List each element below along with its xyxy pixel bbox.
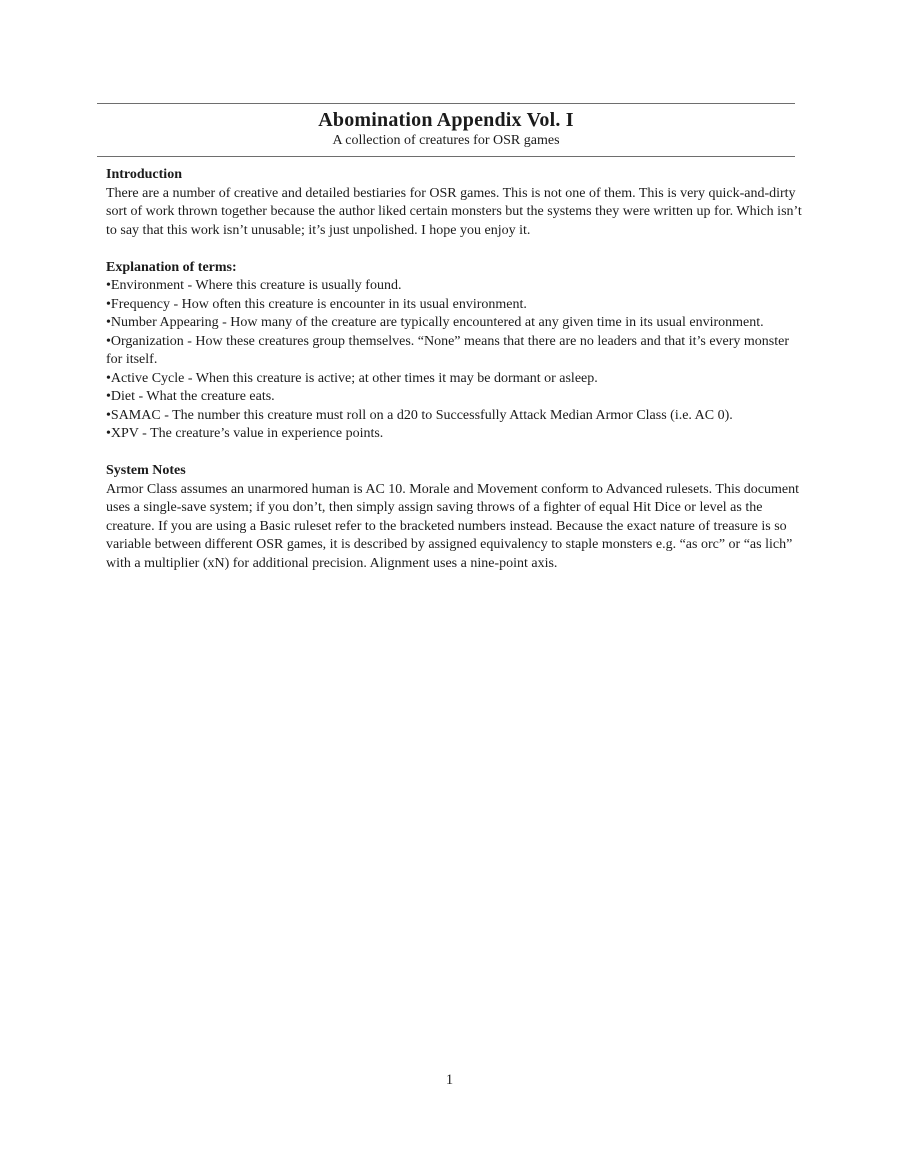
section-system-notes bbox=[106, 462, 806, 573]
section-explanation-of-terms bbox=[106, 259, 806, 444]
terms-list bbox=[106, 277, 806, 444]
system-notes-paragraph: Armor Class assumes an unarmored human is AC 10. Morale and Movement conform to Advanced rulesets. This document uses a single-save system; if you don’t, then simply assign saving throws of a fighter of equal Hit Dice or level as the creature. If you are using a Basic ruleset refer to the bracketed numbers instead. Because the exact nature of treasure is so variable between different OSR games, it is described by assigned equivalency to staple monsters e.g. “as orc” or “as lich” with a multiplier (xN) for additional precision. Alignment uses a nine-point axis. bbox=[106, 481, 799, 571]
term-item: •XPV - The creature’s value in experience points. bbox=[106, 426, 384, 441]
term-item: •Number Appearing - How many of the creature are typically encountered at any given time in its usual environment. bbox=[106, 315, 764, 330]
document-body bbox=[106, 166, 806, 573]
term-item: •Diet - What the creature eats. bbox=[106, 389, 275, 404]
term-item: •SAMAC - The number this creature must roll on a d20 to Successfully Attack Median Armor Class (i.e. AC 0). bbox=[106, 407, 733, 423]
page-footer bbox=[0, 1072, 899, 1089]
term-item: •Organization - How these creatures group themselves. “None” means that there are no leaders and that it’s every monster for itself. bbox=[106, 333, 790, 367]
system-notes-heading: System Notes bbox=[106, 463, 186, 478]
section-introduction bbox=[106, 166, 806, 240]
explanation-heading: Explanation of terms: bbox=[106, 259, 237, 275]
introduction-paragraph: There are a number of creative and detailed bestiaries for OSR games. This is not one of them. This is very quick-and-dirty sort of work thrown together because the author liked certain monsters but the systems they were written up for. Which isn’t to say that this work isn’t unusable; it’s just unpolished. I hope you enjoy it. bbox=[106, 185, 802, 238]
document-title: Abomination Appendix Vol. I bbox=[318, 109, 574, 131]
page-number: 1 bbox=[445, 1072, 454, 1088]
term-item: •Active Cycle - When this creature is active; at other times it may be dormant or asleep. bbox=[106, 370, 598, 386]
document-subtitle: A collection of creatures for OSR games bbox=[332, 133, 560, 148]
introduction-heading: Introduction bbox=[106, 167, 182, 182]
term-item: •Environment - Where this creature is usually found. bbox=[106, 278, 402, 293]
term-item: •Frequency - How often this creature is encounter in its usual environment. bbox=[106, 296, 527, 312]
document-header bbox=[97, 103, 795, 157]
